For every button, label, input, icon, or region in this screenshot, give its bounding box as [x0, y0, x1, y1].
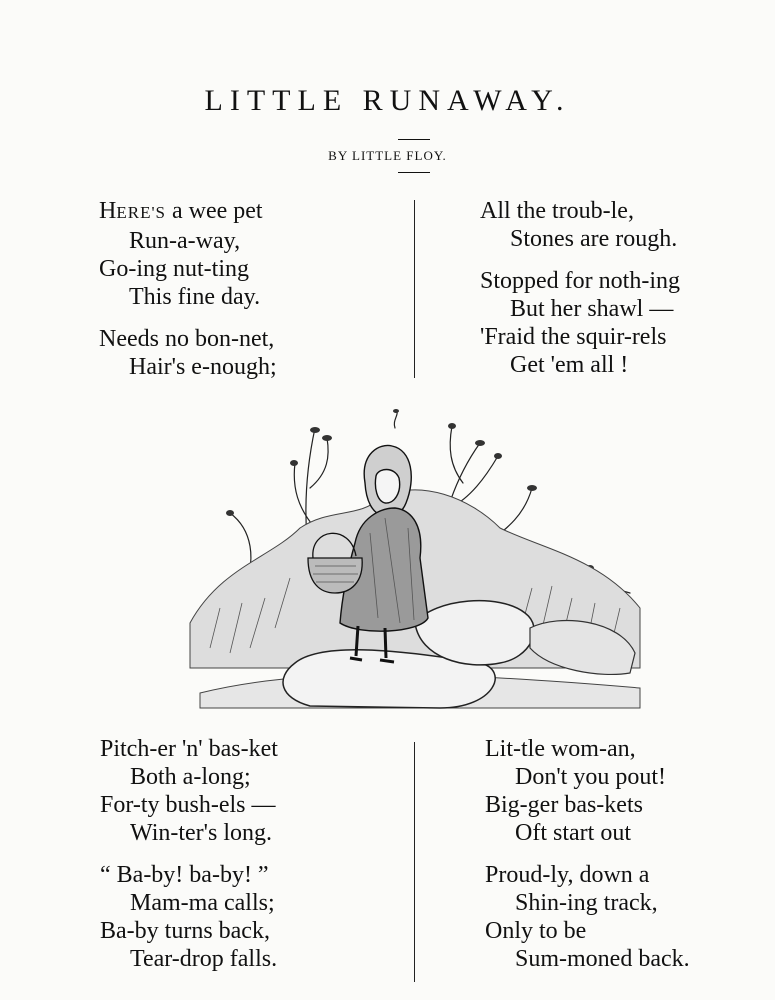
stanza: [480, 267, 680, 379]
poem-line: For-ty bush-els —: [100, 792, 276, 818]
poem-line: Needs no bon-net,: [99, 326, 275, 352]
poem-line: Run-a-way,: [129, 228, 241, 254]
poem-line: Don't you pout!: [515, 764, 666, 790]
poem-line: Shin-ing track,: [515, 890, 658, 916]
poem-line: Win-ter's long.: [130, 820, 272, 846]
illustration-girl-with-basket: [180, 408, 650, 713]
poem-line: This fine day.: [129, 284, 261, 310]
poem-line: Lit-tle wom-an,: [485, 736, 636, 762]
stanza: [100, 735, 278, 847]
poem-line: Proud-ly, down a: [485, 862, 650, 888]
poem-line: Stopped for noth-ing: [480, 268, 680, 294]
stanza: [100, 861, 278, 973]
title-rule-bottom: [398, 172, 430, 173]
poem-line: Pitch-er 'n' bas-ket: [100, 736, 278, 762]
poem-line: Both a-long;: [130, 764, 251, 790]
column-divider-bottom: [414, 742, 415, 982]
poem-line: Oft start out: [515, 820, 631, 846]
page-title: LITTLE RUNAWAY.: [204, 84, 571, 117]
poem-line: Hair's e-nough;: [129, 354, 277, 380]
stanza: [485, 735, 690, 847]
stanza: [480, 197, 680, 253]
poem-line: 'Fraid the squir-rels: [480, 324, 667, 350]
column-divider-top: [414, 200, 415, 378]
poem-column-bottom-right: [485, 735, 690, 987]
poem-line: Sum-moned back.: [515, 946, 690, 972]
poem-line: Stones are rough.: [510, 226, 678, 252]
stanza: [485, 861, 690, 973]
stanza: [99, 197, 277, 311]
poem-line: Go-ing nut-ting: [99, 256, 249, 282]
poem-column-top-right: [480, 197, 680, 393]
stanza: [99, 325, 277, 381]
byline: BY LITTLE FLOY.: [328, 148, 447, 163]
poem-line: “ Ba-by! ba-by! ”: [100, 862, 269, 888]
poem-line: Big-ger bas-kets: [485, 792, 643, 818]
poem-line: Get 'em all !: [510, 352, 629, 378]
poem-line: Only to be: [485, 918, 587, 944]
poem-line: All the troub-le,: [480, 198, 634, 224]
title-rule-top: [398, 139, 430, 140]
poem-column-bottom-left: [100, 735, 278, 987]
poem-line: Ba-by turns back,: [100, 918, 270, 944]
poem-line: Mam-ma calls;: [130, 890, 275, 916]
poem-line: Tear-drop falls.: [130, 946, 278, 972]
poem-line: HERE'S a wee pet: [99, 198, 263, 224]
poem-column-top-left: [99, 197, 277, 395]
poem-line: But her shawl —: [510, 296, 674, 322]
